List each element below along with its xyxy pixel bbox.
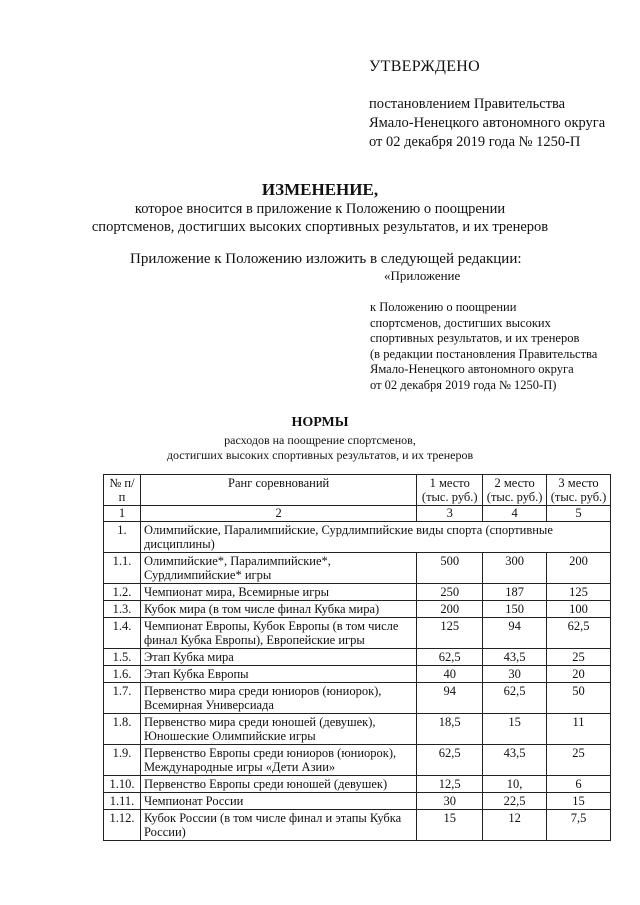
row-place-3: 25	[547, 745, 611, 776]
decree-line: от 02 декабря 2019 года № 1250-П	[369, 134, 581, 150]
norms-line: достигших высоких спортивных результатов, и их тренеров	[166, 448, 474, 462]
row-rank: Чемпионат России	[140, 793, 416, 810]
row-rank: Этап Кубка Европы	[140, 666, 416, 683]
section-title: Олимпийские, Паралимпийские, Сурдлимпийские виды спорта (спортивные дисциплины)	[140, 522, 610, 553]
row-num: 1.2.	[104, 584, 141, 601]
row-place-1: 94	[417, 683, 483, 714]
row-place-3: 62,5	[547, 618, 611, 649]
index-cell: 4	[483, 506, 547, 522]
norms-subtitle	[0, 433, 640, 463]
row-place-3: 25	[547, 649, 611, 666]
row-num: 1.10.	[104, 776, 141, 793]
table-row	[104, 601, 611, 618]
row-place-1: 250	[417, 584, 483, 601]
row-place-3: 20	[547, 666, 611, 683]
row-place-3: 200	[547, 553, 611, 584]
index-cell: 5	[547, 506, 611, 522]
decree-line: Ямало-Ненецкого автономного округа	[369, 115, 606, 131]
document-subheading	[0, 200, 640, 236]
header-rank: Ранг соревнований	[140, 475, 416, 506]
row-place-3: 11	[547, 714, 611, 745]
appendix-title: «Приложение	[384, 268, 461, 283]
row-place-2: 62,5	[483, 683, 547, 714]
table-section-row	[104, 522, 611, 553]
appendix-line: от 02 декабря 2019 года № 1250-П)	[370, 377, 557, 392]
row-num: 1.8.	[104, 714, 141, 745]
appendix-line: Ямало-Ненецкого автономного округа	[370, 362, 574, 376]
subheading-line: которое вносится в приложение к Положению о поощрении	[134, 201, 506, 217]
appendix-line: спортсменов, достигших высоких	[370, 315, 551, 330]
appendix-line: спортивных результатов, и их тренеров	[370, 331, 580, 345]
approval-stamp: УТВЕРЖДЕНО	[369, 58, 481, 75]
row-rank: Первенство мира среди юниоров (юниорок), Всемирная Универсиада	[140, 683, 416, 714]
subheading-line: спортсменов, достигших высоких спортивных результатов, и их тренеров	[91, 219, 549, 235]
table-row	[104, 745, 611, 776]
row-rank: Первенство Европы среди юношей (девушек)	[140, 776, 416, 793]
norms-title: НОРМЫ	[291, 415, 349, 430]
table-header-row	[104, 475, 611, 506]
row-place-1: 40	[417, 666, 483, 683]
row-place-1: 15	[417, 810, 483, 841]
row-rank: Кубок мира (в том числе финал Кубка мира)	[140, 601, 416, 618]
row-place-3: 50	[547, 683, 611, 714]
row-num: 1.4.	[104, 618, 141, 649]
section-num: 1.	[104, 522, 141, 553]
row-rank: Этап Кубка мира	[140, 649, 416, 666]
norms-line: расходов на поощрение спортсменов,	[224, 433, 416, 447]
row-place-3: 125	[547, 584, 611, 601]
row-place-1: 18,5	[417, 714, 483, 745]
index-cell: 2	[140, 506, 416, 522]
row-place-2: 10,	[483, 776, 547, 793]
index-cell: 1	[104, 506, 141, 522]
row-place-2: 187	[483, 584, 547, 601]
row-place-2: 12	[483, 810, 547, 841]
table-row	[104, 584, 611, 601]
row-rank: Чемпионат Европы, Кубок Европы (в том числе финал Кубка Европы), Европейские игры	[140, 618, 416, 649]
row-place-3: 15	[547, 793, 611, 810]
table-row	[104, 776, 611, 793]
row-place-2: 22,5	[483, 793, 547, 810]
row-place-3: 6	[547, 776, 611, 793]
table-row	[104, 553, 611, 584]
norms-table	[103, 474, 611, 841]
appendix-line: к Положению о поощрении	[370, 300, 517, 314]
row-place-2: 300	[483, 553, 547, 584]
document-heading: ИЗМЕНЕНИЕ,	[261, 180, 379, 199]
table-index-row	[104, 506, 611, 522]
row-place-2: 30	[483, 666, 547, 683]
row-rank: Первенство Европы среди юниоров (юниорок), Международные игры «Дети Азии»	[140, 745, 416, 776]
row-place-2: 94	[483, 618, 547, 649]
table-row	[104, 618, 611, 649]
index-cell: 3	[417, 506, 483, 522]
instruction-text: Приложение к Положению изложить в следующей редакции:	[130, 251, 522, 267]
table-row	[104, 793, 611, 810]
header-place-2: 2 место (тыс. руб.)	[483, 475, 547, 506]
row-place-1: 125	[417, 618, 483, 649]
appendix-line: (в редакции постановления Правительства	[370, 346, 598, 361]
row-num: 1.11.	[104, 793, 141, 810]
row-num: 1.6.	[104, 666, 141, 683]
row-place-2: 150	[483, 601, 547, 618]
row-place-2: 43,5	[483, 649, 547, 666]
table-row	[104, 683, 611, 714]
row-rank: Олимпийские*, Паралимпийские*, Сурдлимпийские* игры	[140, 553, 416, 584]
row-place-1: 200	[417, 601, 483, 618]
row-num: 1.5.	[104, 649, 141, 666]
row-num: 1.9.	[104, 745, 141, 776]
row-place-1: 30	[417, 793, 483, 810]
row-rank: Первенство мира среди юношей (девушек), Юношеские Олимпийские игры	[140, 714, 416, 745]
row-rank: Кубок России (в том числе финал и этапы Кубка России)	[140, 810, 416, 841]
row-place-1: 62,5	[417, 745, 483, 776]
row-num: 1.3.	[104, 601, 141, 618]
header-place-3: 3 место (тыс. руб.)	[547, 475, 611, 506]
row-place-3: 100	[547, 601, 611, 618]
row-place-2: 43,5	[483, 745, 547, 776]
row-place-1: 62,5	[417, 649, 483, 666]
table-row	[104, 666, 611, 683]
table-row	[104, 810, 611, 841]
decree-line: постановлением Правительства	[369, 96, 566, 112]
row-place-1: 12,5	[417, 776, 483, 793]
table-row	[104, 714, 611, 745]
row-num: 1.12.	[104, 810, 141, 841]
row-num: 1.7.	[104, 683, 141, 714]
row-place-3: 7,5	[547, 810, 611, 841]
table-row	[104, 649, 611, 666]
header-place-1: 1 место (тыс. руб.)	[417, 475, 483, 506]
row-place-2: 15	[483, 714, 547, 745]
approval-decree	[369, 95, 605, 152]
row-num: 1.1.	[104, 553, 141, 584]
row-rank: Чемпионат мира, Всемирные игры	[140, 584, 416, 601]
header-num: № п/п	[104, 475, 141, 506]
appendix-reference	[370, 300, 597, 393]
row-place-1: 500	[417, 553, 483, 584]
